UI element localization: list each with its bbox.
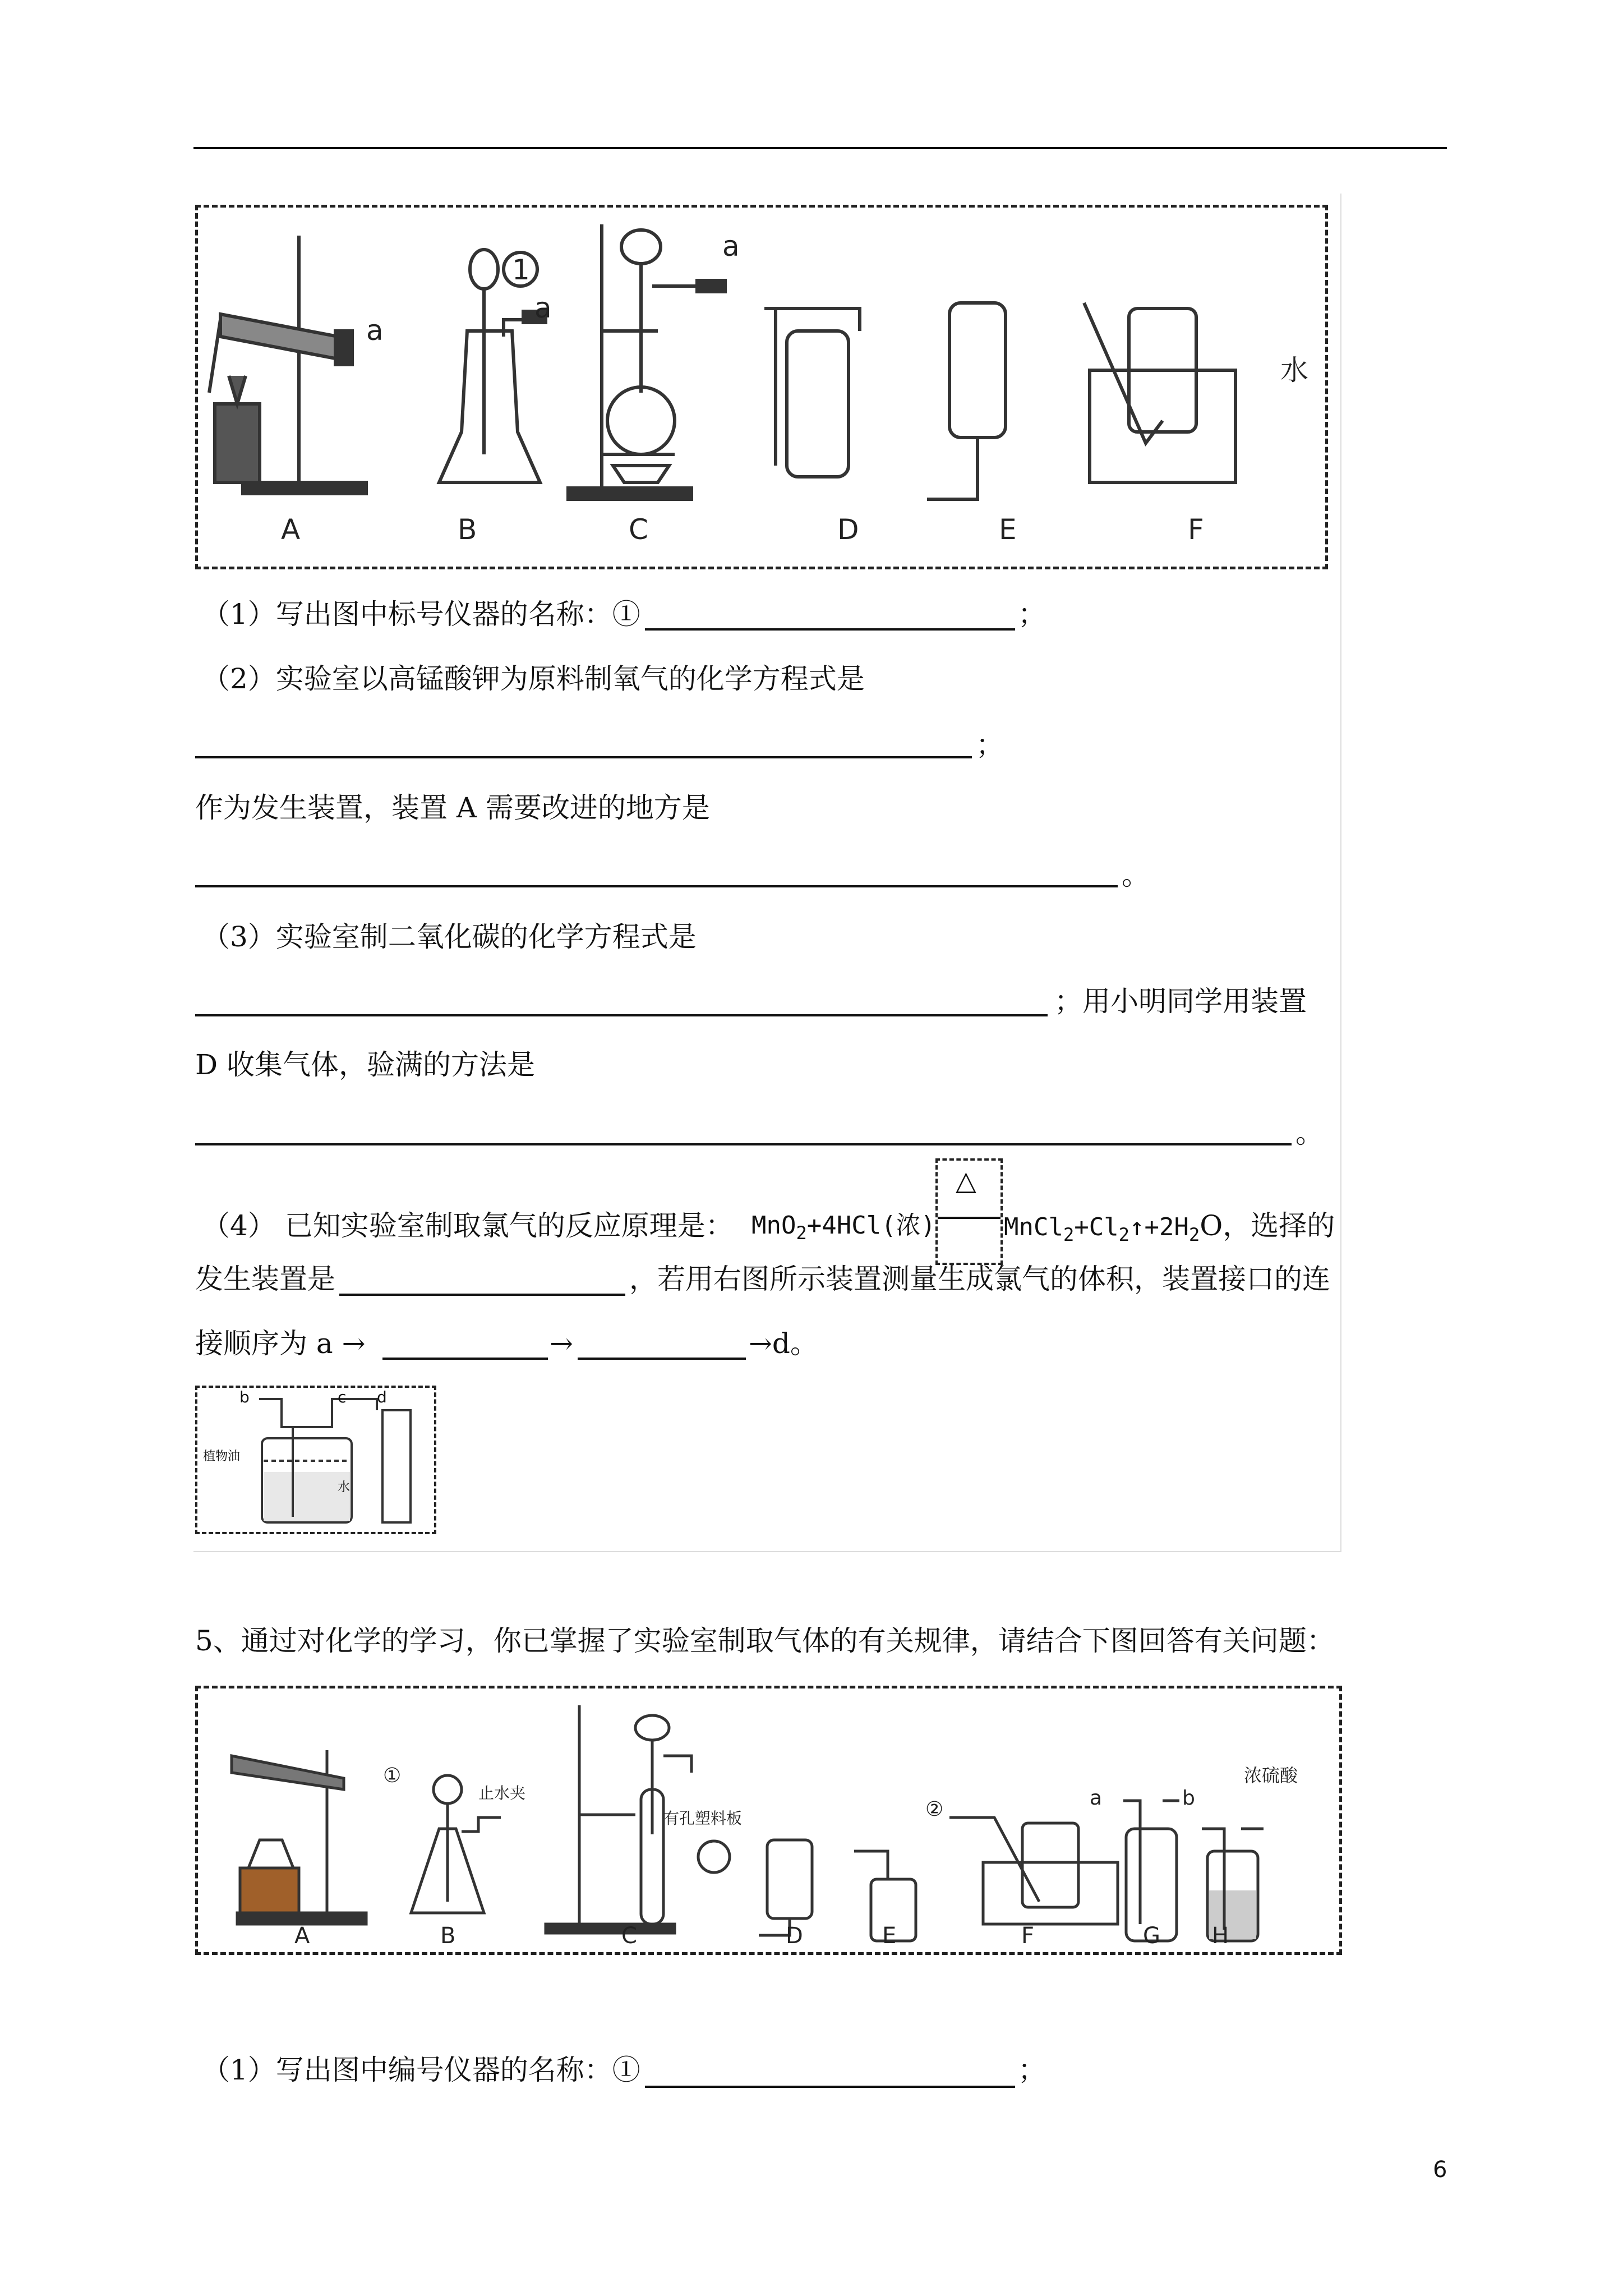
q4-reactant-rest: +4HCl(浓) — [806, 1211, 936, 1240]
q4-p4-product — [1004, 1209, 1335, 1251]
q4-p3b-suffix: 。 — [1295, 1117, 1324, 1149]
q4-fig-label-F: F — [1188, 513, 1204, 546]
page-number: 6 — [1433, 2157, 1447, 2183]
q4-fig-label-C: C — [629, 513, 648, 546]
q4-fig-label-D: D — [837, 513, 859, 546]
q5-fig-label-A: A — [294, 1923, 310, 1949]
q4-fig-mark-water: 水 — [1280, 354, 1308, 386]
q5-fig-label-D: D — [786, 1923, 803, 1949]
q4-fig-mark-a3: a — [722, 230, 740, 263]
q4-p4-blank-1[interactable] — [382, 1358, 548, 1360]
q4-fig-mark-a2: a — [534, 292, 552, 324]
q4-apparatus-figure — [195, 205, 1328, 569]
q5-fig-mark-1: ① — [383, 1764, 402, 1787]
q4-p1-prefix: （1）写出图中标号仪器的名称：① — [202, 598, 640, 631]
q4-product-sub2: 2 — [1118, 1223, 1129, 1245]
q4-p1-blank[interactable] — [645, 628, 1015, 631]
q4-p1-suffix: ； — [1018, 598, 1046, 631]
header-rule — [193, 147, 1447, 149]
q5-fig-plate: 有孔塑料板 — [663, 1809, 743, 1828]
q4-p4-blank-device[interactable] — [339, 1294, 625, 1296]
q5-fig-label-G: G — [1143, 1923, 1160, 1949]
q4-fig-label-B: B — [458, 513, 477, 546]
q5-p1-prefix: （1）写出图中编号仪器的名称：① — [202, 2054, 640, 2086]
q5-fig-label-E: E — [882, 1923, 897, 1949]
q4-p3: （3）实验室制二氧化碳的化学方程式是 — [202, 921, 697, 953]
q5-intro: 5、通过对化学的学习，你已掌握了实验室制取气体的有关规律，请结合下图回答有关问题： — [195, 1625, 1335, 1657]
q5-fig-label-H: H — [1212, 1923, 1229, 1949]
q4-p4-line2-suffix: ，若用右图所示装置测量生成氯气的体积，装置接口的连 — [629, 1263, 1330, 1295]
q4-p2b-suffix: 。 — [1122, 859, 1150, 891]
q4-p4-line3-end: →d。 — [749, 1327, 818, 1360]
q4-p4-reactant — [751, 1209, 935, 1250]
q4-product-sub3: 2 — [1188, 1223, 1200, 1245]
q4-fig-label-A: A — [281, 513, 301, 546]
q4-product-rest: ↑+2H — [1129, 1213, 1189, 1241]
q5-p1-blank[interactable] — [645, 2086, 1015, 2088]
q4-product-sub1: 2 — [1063, 1223, 1075, 1245]
q5-fig-label-C: C — [621, 1923, 637, 1949]
q5-fig-label-F: F — [1021, 1923, 1035, 1949]
q5-fig-g-a: a — [1090, 1787, 1103, 1810]
q4-p4-line3-arrow: → — [550, 1327, 573, 1360]
q5-fig-mark-2: ② — [925, 1798, 944, 1821]
q4-condition-box — [935, 1158, 1003, 1265]
q4-condition-symbol: △ — [956, 1165, 976, 1197]
q4-p2-blank[interactable] — [195, 756, 972, 758]
q4-condition-line — [938, 1217, 1000, 1219]
q4-gas-measure-figure — [195, 1386, 436, 1534]
q4-fig-mark-a1: a — [366, 314, 384, 347]
small-fig-d: d — [377, 1388, 387, 1406]
q4-product-mid: +Cl — [1074, 1213, 1119, 1241]
q4-reactant-text: MnO — [751, 1211, 796, 1240]
q5-apparatus-drawing — [198, 1688, 1339, 1952]
q4-p3-suffix: ；用小明同学用装置 — [1054, 985, 1307, 1018]
small-fig-b: b — [239, 1388, 250, 1406]
q4-p2b-blank[interactable] — [195, 885, 1118, 887]
q4-p2b: 作为发生装置，装置 A 需要改进的地方是 — [195, 792, 710, 824]
q4-p4-line2-prefix: 发生装置是 — [195, 1263, 335, 1295]
q4-p3b-blank[interactable] — [195, 1143, 1292, 1145]
q4-fig-mark-1: 1 — [512, 254, 530, 286]
q4-p4-prefix: （4） 已知实验室制取氯气的反应原理是： — [202, 1209, 734, 1242]
q4-p2-suffix: ； — [976, 729, 1004, 761]
q4-p3-blank[interactable] — [195, 1014, 1048, 1016]
q4-p3b: D 收集气体，验满的方法是 — [195, 1048, 535, 1081]
q5-fig-clamp: 止水夹 — [478, 1784, 526, 1802]
q5-p1-suffix: ； — [1018, 2054, 1046, 2086]
q5-fig-acid: 浓硫酸 — [1244, 1765, 1298, 1786]
q5-fig-g-b: b — [1182, 1787, 1195, 1810]
small-fig-water: 水 — [338, 1480, 351, 1494]
q4-apparatus-drawing — [198, 208, 1325, 567]
q4-p4-line3-prefix: 接顺序为 a → — [195, 1327, 366, 1360]
small-fig-oil: 植物油 — [203, 1450, 241, 1464]
q4-p4-blank-2[interactable] — [578, 1358, 746, 1360]
q4-product-end: O，选择的 — [1200, 1209, 1335, 1242]
q4-product-text: MnCl — [1004, 1213, 1063, 1241]
q4-fig-label-E: E — [999, 513, 1017, 546]
q5-fig-label-B: B — [440, 1923, 456, 1949]
small-fig-c: c — [338, 1388, 347, 1406]
q4-p2: （2）实验室以高锰酸钾为原料制氧气的化学方程式是 — [202, 662, 865, 695]
q4-reactant-sub: 2 — [796, 1222, 807, 1244]
q5-apparatus-figure — [195, 1686, 1342, 1955]
